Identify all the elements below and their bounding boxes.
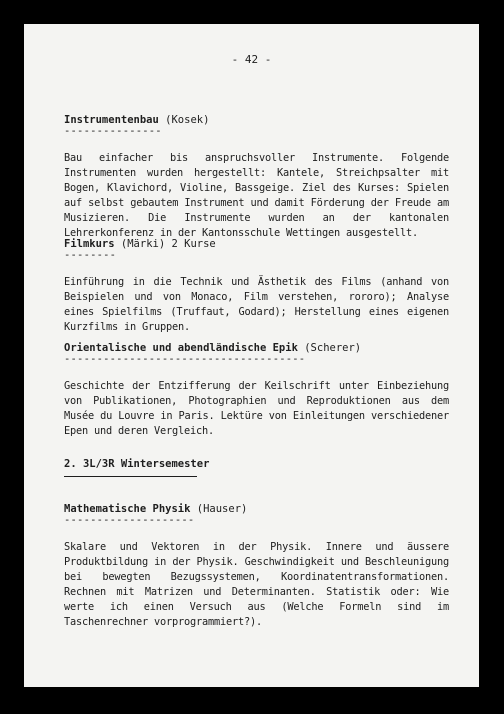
section-filmkurs (64, 238, 449, 335)
section-underline: -------------------- (64, 514, 195, 526)
document-page (24, 24, 479, 687)
section-body: Bau einfacher bis anspruchsvoller Instrumente. Folgende Instrumenten wurden hergestellt: Kantele, Streichpsalter mit Bogen, Klavichord, Violine, Bassgeige. Ziel des Kurses: Spielen auf selbst gebautem Instrument und damit Förderung der Freude am Musizieren. Die Instrumente wurden an der kantonalen Lehrerkonferenz in der Kantonsschule Wettingen ausgestellt. (64, 152, 449, 239)
section-epik (64, 342, 449, 439)
section-underline: -------- (64, 249, 117, 261)
section-heading (64, 238, 449, 251)
section-title: Mathematische Physik (64, 503, 191, 515)
section-instructor: (Märki) 2 Kurse (120, 238, 216, 250)
section-body: Geschichte der Entzifferung der Keilschrift unter Einbeziehung von Publikationen, Photographien und Reproduktionen aus dem Musée du Louvre in Paris. Lektüre von Einleitungen verschiedener Epen und deren Vergleich. (64, 380, 449, 437)
semester-title: 2. 3L/3R Wintersemester (64, 458, 210, 470)
section-underline: ------------------------------------- (64, 353, 306, 365)
section-instrumentenbau (64, 114, 449, 241)
section-instructor: (Kosek) (165, 114, 210, 126)
page-number: - 42 - (231, 53, 272, 66)
section-title: Filmkurs (64, 238, 115, 250)
section-body: Einführung in die Technik und Ästhetik des Films (anhand von Beispielen und von Monaco, Film verstehen, rororo); Analyse eines Spielfilms (Truffaut, Godard); Herstellung eines eigenen Kurzfilms in Gruppen. (64, 276, 449, 333)
section-instructor: (Hauser) (196, 503, 248, 515)
section-mathematische-physik (64, 503, 449, 630)
semester-heading (64, 458, 449, 477)
section-underline: --------------- (64, 125, 162, 137)
section-instructor: (Scherer) (304, 342, 362, 354)
section-title: Orientalische und abendländische Epik (64, 342, 298, 354)
section-title: Instrumentenbau (64, 114, 159, 126)
heading-rule (64, 476, 197, 477)
section-body: Skalare und Vektoren in der Physik. Innere und äussere Produktbildung in der Physik. Geschwindigkeit und Beschleunigung bei bewegten Bezugssystemen, Koordinatentransformationen. Rechnen mit Matrizen und Determinanten. Statistik oder: Wie werte ich einen Versuch aus (Welche Formeln sind im Taschenrechner vorprogrammiert?). (64, 541, 449, 628)
section-heading (64, 458, 449, 471)
